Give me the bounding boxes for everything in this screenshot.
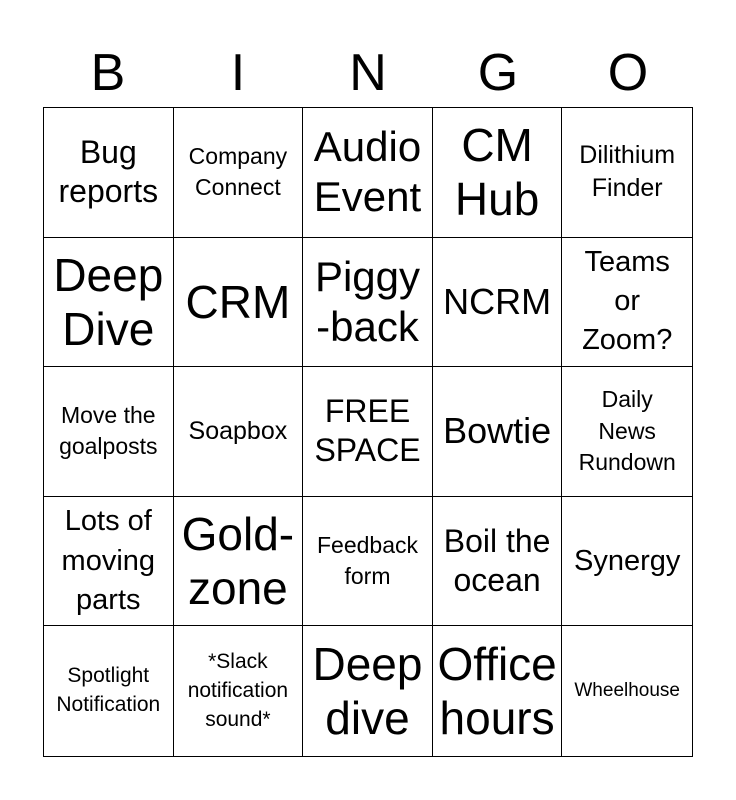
- cell-text: NCRM: [443, 280, 552, 322]
- cell-text: Bowtie: [443, 410, 552, 452]
- bingo-cell[interactable]: [303, 497, 433, 627]
- cell-text: Wheelhouse: [574, 680, 680, 702]
- bingo-cell[interactable]: [433, 108, 563, 238]
- header-letter-b: B: [90, 44, 126, 102]
- cell-text: Teams or Zoom?: [582, 246, 673, 357]
- cell-text: Synergy: [574, 544, 681, 577]
- bingo-cell[interactable]: [562, 108, 692, 238]
- bingo-cell[interactable]: [44, 626, 174, 756]
- cell-text: Feedback form: [316, 531, 418, 590]
- bingo-cell[interactable]: [303, 238, 433, 368]
- bingo-cell[interactable]: [303, 626, 433, 756]
- bingo-cell[interactable]: [174, 238, 304, 368]
- bingo-cell[interactable]: [44, 108, 174, 238]
- bingo-cell[interactable]: [44, 367, 174, 497]
- bingo-cell[interactable]: [433, 626, 563, 756]
- bingo-cell[interactable]: [174, 626, 304, 756]
- cell-text: Audio Event: [313, 122, 422, 221]
- cell-text: Piggy -back: [314, 252, 421, 350]
- cell-text: FREE SPACE: [314, 393, 421, 469]
- cell-text: Company Connect: [188, 142, 288, 201]
- header-letter-i: I: [230, 44, 246, 102]
- bingo-cell[interactable]: [44, 238, 174, 368]
- bingo-cell[interactable]: [174, 367, 304, 497]
- header-letter-g: G: [477, 44, 519, 102]
- cell-text: Spotlight Notification: [56, 664, 161, 717]
- bingo-cell[interactable]: [562, 238, 692, 368]
- bingo-cell[interactable]: [433, 367, 563, 497]
- cell-text: Gold- zone: [181, 507, 295, 615]
- cell-text: Bug reports: [58, 134, 159, 210]
- cell-text: Soapbox: [188, 416, 288, 445]
- cell-text: Move the goalposts: [59, 401, 158, 460]
- cell-text: Boil the ocean: [443, 523, 551, 599]
- cell-text: CRM: [185, 275, 291, 328]
- cell-text: Lots of moving parts: [61, 505, 156, 616]
- bingo-cell[interactable]: [562, 626, 692, 756]
- header-letter-o: O: [607, 44, 649, 102]
- bingo-card: [43, 107, 693, 757]
- bingo-cell[interactable]: [303, 108, 433, 238]
- bingo-cell[interactable]: [433, 238, 563, 368]
- cell-text: Daily News Rundown: [578, 386, 676, 476]
- cell-text: Deep Dive: [53, 248, 164, 355]
- cell-text: *Slack notification sound*: [187, 650, 289, 731]
- cell-text: CM Hub: [454, 119, 540, 226]
- cell-text: Deep dive: [312, 637, 423, 745]
- bingo-cell[interactable]: [174, 497, 304, 627]
- bingo-cell[interactable]: [562, 497, 692, 627]
- bingo-cell[interactable]: [433, 497, 563, 627]
- cell-text: Office hours: [437, 637, 557, 745]
- free-space-cell[interactable]: [303, 367, 433, 497]
- bingo-cell[interactable]: [174, 108, 304, 238]
- header-letter-n: N: [349, 44, 387, 102]
- bingo-cell[interactable]: [562, 367, 692, 497]
- cell-text: Dilithium Finder: [579, 141, 676, 203]
- bingo-cell[interactable]: [44, 497, 174, 627]
- bingo-header: [43, 40, 693, 106]
